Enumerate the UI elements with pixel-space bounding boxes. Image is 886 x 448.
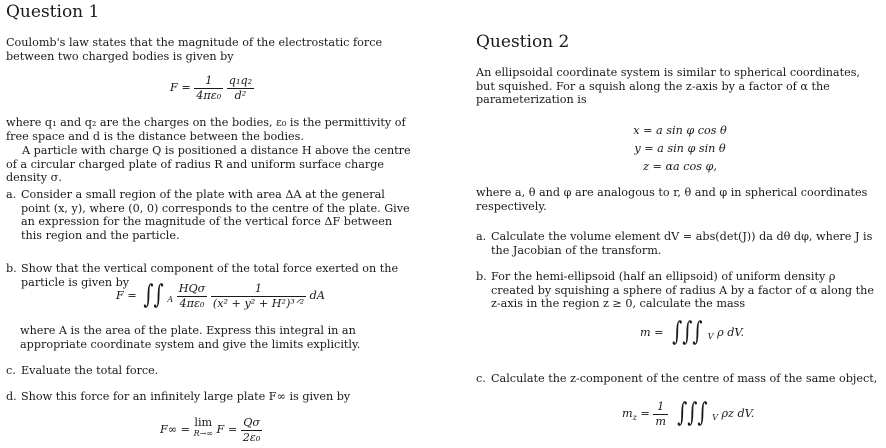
coulomb-ratio-den: d² <box>234 88 247 102</box>
limit <box>194 416 213 438</box>
q1-intro: Coulomb's law states that the magnitude of the electrostatic force between two charged bodies is given by <box>6 36 383 63</box>
coulomb-ratio <box>227 74 254 102</box>
q1-title: Question 1 <box>6 2 100 22</box>
coulomb-equation <box>170 74 254 102</box>
q1-item-a-label: a. <box>6 188 17 201</box>
q1-item-b-label: b. <box>6 262 17 275</box>
com-domain: V <box>712 413 718 423</box>
q2-item-a-text: Calculate the volume element dV = abs(det(J)) da dθ dφ, where J is the Jacobian of the transform. <box>491 230 873 257</box>
mass-integral <box>640 317 745 348</box>
integral-kernel-den: (x² + y² + H²)³ᐟ² <box>212 296 305 310</box>
integral-coef-num: HQσ <box>178 282 206 295</box>
q2-item-a <box>476 230 882 258</box>
centre-of-mass-integral <box>622 400 754 428</box>
q1-item-d <box>6 390 414 404</box>
q1-item-c-text: Evaluate the total force. <box>21 364 159 377</box>
q1-item-c <box>6 364 414 378</box>
triple-integral-icon: ∫∫∫ <box>672 317 703 348</box>
infinite-lhs: F∞ = <box>160 423 191 436</box>
coulomb-ratio-num: q₁q₂ <box>228 74 253 87</box>
q2-item-c-text: Calculate the z-component of the centre of mass of the same object, <box>491 372 878 385</box>
mass-tail: ρ dV. <box>717 326 745 339</box>
param-y: y = a sin φ sin θ <box>634 142 726 155</box>
limit-sub: R→∞ <box>193 428 213 438</box>
triple-integral-icon-2: ∫∫∫ <box>676 398 708 429</box>
param-x: x = a sin φ cos θ <box>633 124 727 137</box>
com-frac-num: 1 <box>653 400 668 415</box>
q2-item-a-label: a. <box>476 230 487 243</box>
q1-item-c-label: c. <box>6 364 16 377</box>
q1-item-a <box>6 188 414 248</box>
q2-where: where a, θ and φ are analogous to r, θ and φ in spherical coordinates respectively. <box>476 186 868 213</box>
coulomb-constant <box>194 74 223 102</box>
com-tail: ρz dV. <box>721 407 755 420</box>
infinite-plate-equation <box>160 416 262 444</box>
com-lhs: m <box>622 407 633 420</box>
q2-intro: An ellipsoidal coordinate system is similar to spherical coordinates, but squished. For a squish along the z-axis by a factor of α the parameterization is <box>476 66 860 106</box>
integral-coef <box>177 282 208 310</box>
limit-word: lim <box>194 416 213 429</box>
q2-item-b-label: b. <box>476 270 487 283</box>
double-integral-icon: ∫∫ <box>143 280 164 311</box>
integral-kernel-num: 1 <box>211 282 306 297</box>
infinite-frac-den: 2ε₀ <box>242 430 261 444</box>
q1-particle: A particle with charge Q is positioned a distance H above the centre of a circular charged plate of radius R and uniform surface charge density σ. <box>6 144 411 184</box>
integral-coef-den: 4πε₀ <box>179 296 205 310</box>
q1-item-d-text: Show this force for an infinitely large plate F∞ is given by <box>21 390 351 403</box>
com-lhs-sub: z <box>632 413 637 423</box>
total-force-integral <box>116 282 325 310</box>
q1-item-b-after: where A is the area of the plate. Express this integral in an appropriate coordinate system and give the limits explicitly. <box>20 324 361 351</box>
integral-kernel <box>211 282 306 310</box>
integral-domain: A <box>167 295 174 305</box>
param-z: z = αa cos φ, <box>643 160 717 173</box>
com-frac <box>653 400 668 428</box>
q2-item-c-label: c. <box>476 372 486 385</box>
com-eq: = <box>640 407 650 420</box>
mass-domain: V <box>707 332 714 342</box>
q1-where: where q₁ and q₂ are the charges on the bodies, ε₀ is the permittivity of free space and d is the distance between the bodies. <box>6 116 406 143</box>
coulomb-constant-num: 1 <box>194 74 223 89</box>
integral-lhs: F = <box>116 289 137 302</box>
com-frac-den: m <box>655 414 666 428</box>
infinite-frac-num: Qσ <box>241 416 263 431</box>
coulomb-constant-den: 4πε₀ <box>196 88 222 102</box>
q2-item-c <box>476 372 882 386</box>
q2-title: Question 2 <box>476 32 570 52</box>
coulomb-lhs: F = <box>170 81 191 94</box>
infinite-frac <box>241 416 263 444</box>
q2-item-b-text: For the hemi-ellipsoid (half an ellipsoid) of uniform density ρ created by squishing a sphere of radius A by a factor of α along the z-axis in the region z ≥ 0, calculate the mass <box>491 270 874 310</box>
infinite-mid: F = <box>216 423 238 436</box>
q1-item-d-label: d. <box>6 390 17 403</box>
q1-item-a-text: Consider a small region of the plate with area ΔA at the general point (x, y), where (0, 0) corresponds to the centre of the plate. Give an expression for the magnitude of the vertical force ΔF between this region and the particle. <box>21 188 410 242</box>
integral-tail: dA <box>309 289 325 302</box>
q1-item-b-text: Show that the vertical component of the total force exerted on the particle is given by <box>21 262 399 289</box>
mass-lhs: m = <box>640 326 664 339</box>
q2-item-b <box>476 270 882 312</box>
